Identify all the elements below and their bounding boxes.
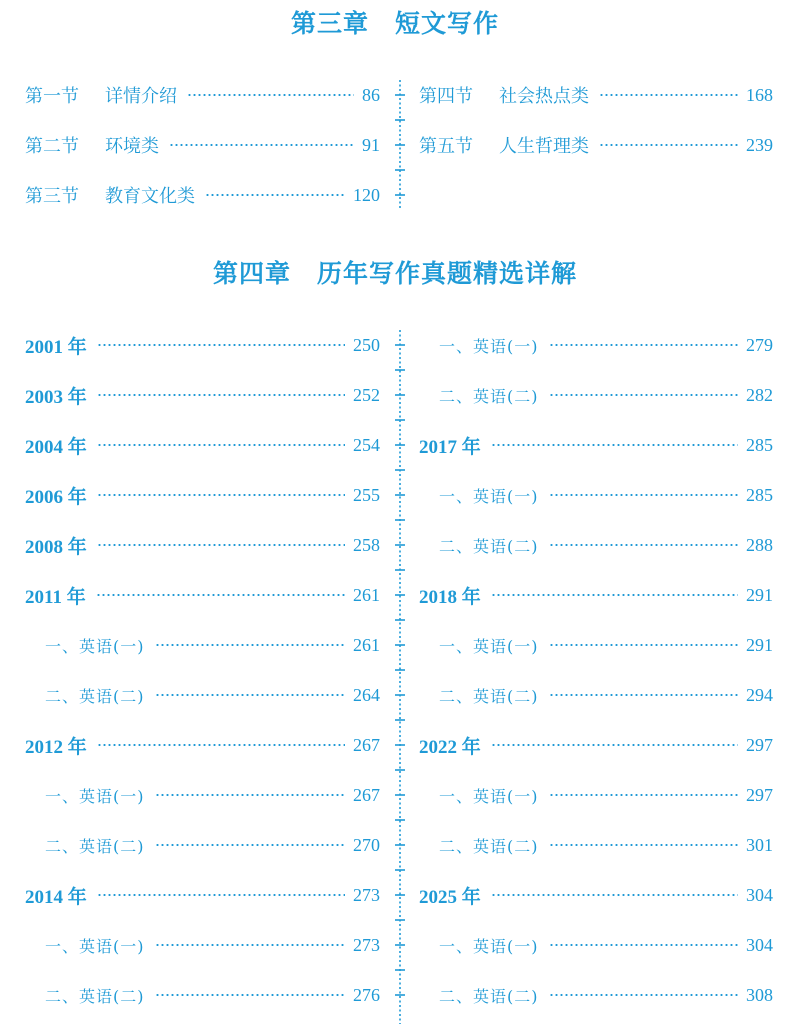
dot-leader: [97, 494, 345, 496]
page-number: 285: [746, 484, 773, 505]
paper-label: 二、英语(二): [439, 536, 539, 556]
dot-leader: [155, 944, 346, 946]
year-label: 2022 年: [419, 736, 481, 758]
dot-leader: [97, 344, 345, 346]
dot-leader: [97, 544, 345, 546]
year-label: 2025 年: [419, 886, 481, 908]
year-label: 2003 年: [25, 386, 87, 408]
page-number: 258: [353, 534, 380, 555]
toc-sub-entry[interactable]: [25, 783, 380, 807]
section-number: 第二节: [25, 136, 79, 157]
section-label: [419, 82, 589, 108]
toc-sub-entry[interactable]: [419, 383, 773, 407]
section-name: 人生哲理类: [499, 136, 589, 157]
page-number: 308: [746, 984, 773, 1005]
dot-leader: [97, 444, 345, 446]
toc-sub-entry[interactable]: [25, 633, 380, 657]
dot-leader: [97, 744, 345, 746]
section-name: 详情介绍: [105, 86, 177, 107]
page-number: 273: [353, 884, 380, 905]
dot-leader: [97, 394, 345, 396]
page-number: 250: [353, 334, 380, 355]
section-name: 环境类: [105, 136, 159, 157]
page-number: 304: [746, 934, 773, 955]
page-number: 297: [746, 784, 773, 805]
section-label: [25, 182, 195, 208]
toc-year-entry[interactable]: [25, 733, 380, 757]
page-number: 279: [746, 334, 773, 355]
toc-year-entry[interactable]: [25, 883, 380, 907]
page-number: 276: [353, 984, 380, 1005]
paper-label: 二、英语(二): [45, 836, 145, 856]
toc-sub-entry[interactable]: [25, 933, 380, 957]
toc-section-entry[interactable]: [419, 133, 773, 157]
toc-year-entry[interactable]: [419, 733, 773, 757]
paper-label: 一、英语(一): [439, 786, 539, 806]
year-label: 2008 年: [25, 536, 87, 558]
paper-label: 一、英语(一): [439, 936, 539, 956]
toc-section-entry[interactable]: [25, 183, 380, 207]
dot-leader: [155, 644, 346, 646]
toc-year-entry[interactable]: [419, 583, 773, 607]
year-label: 2017 年: [419, 436, 481, 458]
page-number: 255: [353, 484, 380, 505]
year-label: 2011 年: [25, 586, 86, 608]
paper-label: 一、英语(一): [45, 636, 145, 656]
page-number: 270: [353, 834, 380, 855]
toc-sub-entry[interactable]: [419, 483, 773, 507]
section-label: [25, 82, 177, 108]
toc-section-entry[interactable]: [25, 83, 380, 107]
toc-year-entry[interactable]: [25, 583, 380, 607]
toc-sub-entry[interactable]: [419, 833, 773, 857]
dot-leader: [169, 144, 354, 146]
section-label: [25, 132, 159, 158]
section-number: 第一节: [25, 86, 79, 107]
page-number: 120: [353, 184, 380, 205]
dot-leader: [549, 994, 739, 996]
toc-year-entry[interactable]: [25, 383, 380, 407]
page-number: 86: [362, 84, 380, 105]
chapter-3-right-column: [419, 83, 773, 207]
page-number: 291: [746, 584, 773, 605]
toc-sub-entry[interactable]: [419, 933, 773, 957]
section-number: 第五节: [419, 136, 473, 157]
page-number: 264: [353, 684, 380, 705]
dot-leader: [491, 444, 738, 446]
toc-year-entry[interactable]: [25, 333, 380, 357]
toc-year-entry[interactable]: [25, 433, 380, 457]
dot-leader: [96, 594, 345, 596]
year-label: 2004 年: [25, 436, 87, 458]
column-divider: [390, 80, 410, 210]
year-label: 2001 年: [25, 336, 87, 358]
toc-sub-entry[interactable]: [419, 683, 773, 707]
paper-label: 二、英语(二): [439, 686, 539, 706]
chapter-4-left-column: [25, 333, 380, 1013]
page-number: 285: [746, 434, 773, 455]
page-number: 261: [353, 634, 380, 655]
dot-leader: [155, 794, 346, 796]
dot-leader: [549, 694, 739, 696]
toc-sub-entry[interactable]: [25, 983, 380, 1007]
paper-label: 二、英语(二): [45, 686, 145, 706]
paper-label: 一、英语(一): [45, 936, 145, 956]
dot-leader: [155, 994, 346, 996]
toc-section-entry[interactable]: [25, 133, 380, 157]
toc-sub-entry[interactable]: [419, 983, 773, 1007]
paper-label: 二、英语(二): [45, 986, 145, 1006]
dot-leader: [549, 544, 739, 546]
page-number: 267: [353, 734, 380, 755]
toc-sub-entry[interactable]: [419, 783, 773, 807]
page-number: 168: [746, 84, 773, 105]
paper-label: 一、英语(一): [439, 486, 539, 506]
paper-label: 二、英语(二): [439, 386, 539, 406]
dot-leader: [155, 694, 346, 696]
dot-leader: [549, 844, 739, 846]
page-number: 288: [746, 534, 773, 555]
dot-leader: [205, 194, 345, 196]
dot-leader: [549, 344, 739, 346]
toc-sub-entry[interactable]: [25, 683, 380, 707]
page-number: 297: [746, 734, 773, 755]
paper-label: 一、英语(一): [439, 336, 539, 356]
paper-label: 二、英语(二): [439, 836, 539, 856]
chapter-4-title: 第四章 历年写作真题精选详解: [212, 259, 577, 288]
paper-label: 一、英语(一): [45, 786, 145, 806]
page-number: 261: [353, 584, 380, 605]
page-number: 273: [353, 934, 380, 955]
page-number: 291: [746, 634, 773, 655]
dot-leader: [549, 944, 739, 946]
section-name: 教育文化类: [105, 186, 195, 207]
page-number: 294: [746, 684, 773, 705]
dot-leader: [155, 844, 346, 846]
paper-label: 二、英语(二): [439, 986, 539, 1006]
column-divider: [390, 330, 410, 1024]
toc-sub-entry[interactable]: [25, 833, 380, 857]
section-name: 社会热点类: [499, 86, 589, 107]
year-label: 2018 年: [419, 586, 481, 608]
page-number: 267: [353, 784, 380, 805]
section-number: 第四节: [419, 86, 473, 107]
dot-leader: [549, 794, 739, 796]
toc-sub-entry[interactable]: [419, 633, 773, 657]
dot-leader: [599, 144, 738, 146]
toc-year-entry[interactable]: [25, 533, 380, 557]
section-label: [419, 132, 589, 158]
dot-leader: [491, 594, 738, 596]
page-number: 254: [353, 434, 380, 455]
toc-sub-entry[interactable]: [419, 533, 773, 557]
page-number: 239: [746, 134, 773, 155]
dot-leader: [491, 744, 738, 746]
year-label: 2014 年: [25, 886, 87, 908]
toc-sub-entry[interactable]: [419, 333, 773, 357]
page-number: 301: [746, 834, 773, 855]
dot-leader: [549, 394, 739, 396]
toc-year-entry[interactable]: [419, 883, 773, 907]
year-label: 2012 年: [25, 736, 87, 758]
chapter-3-left-column: [25, 83, 380, 207]
chapter-3-title: 第三章 短文写作: [290, 9, 499, 38]
paper-label: 一、英语(一): [439, 636, 539, 656]
toc-year-entry[interactable]: [419, 433, 773, 457]
page-number: 282: [746, 384, 773, 405]
dot-leader: [549, 494, 739, 496]
page-number: 252: [353, 384, 380, 405]
chapter-4-right-column: [419, 333, 773, 1013]
dot-leader: [549, 644, 739, 646]
page-number: 91: [362, 134, 380, 155]
dot-leader: [97, 894, 345, 896]
section-number: 第三节: [25, 186, 79, 207]
dot-leader: [599, 94, 738, 96]
year-label: 2006 年: [25, 486, 87, 508]
dot-leader: [491, 894, 738, 896]
toc-section-entry[interactable]: [419, 83, 773, 107]
toc-year-entry[interactable]: [25, 483, 380, 507]
dot-leader: [187, 94, 354, 96]
page-number: 304: [746, 884, 773, 905]
